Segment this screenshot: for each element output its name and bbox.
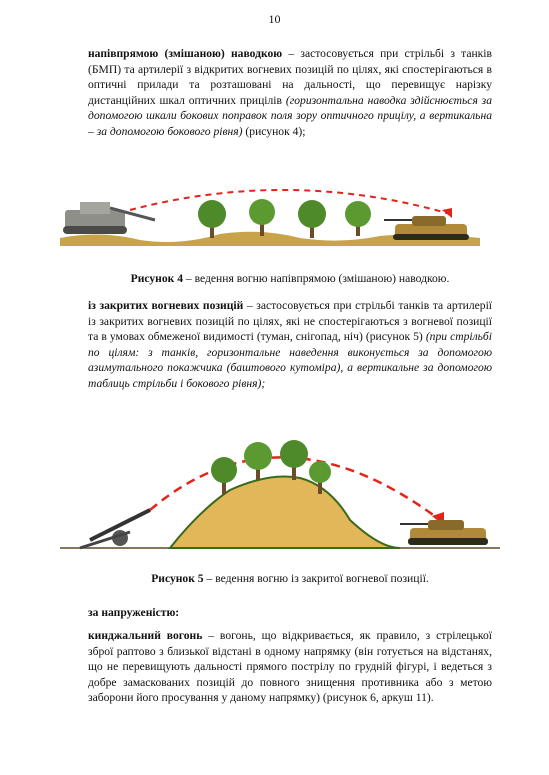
tree-icon [198, 200, 226, 238]
tree-icon [280, 440, 308, 480]
paragraph-semi-direct-fire [88, 46, 492, 140]
tree-icon [244, 442, 272, 480]
page-number: 10 [268, 12, 281, 26]
caption-text: – ведення вогню напівпрямою (змішаною) наводкою. [183, 272, 450, 285]
caption-label: Рисунок 4 [130, 272, 184, 285]
tree-icon [345, 201, 371, 236]
term-dagger-fire: кинджальний вогонь [88, 629, 203, 642]
figure-4-caption [88, 272, 492, 285]
paragraph-closed-position-fire [88, 298, 492, 392]
trajectory-line [130, 190, 450, 214]
figure-5-illustration [60, 420, 500, 560]
caption-text: – ведення вогню із закритої вогневої позиції. [203, 572, 429, 585]
enemy-tank-icon [384, 216, 469, 240]
figure-4-illustration [60, 180, 480, 260]
hill [170, 477, 400, 549]
term-semi-direct: напівпрямою (змішаною) наводкою [88, 47, 283, 60]
paragraph-italic: (горизонтальна наводка здійснюється за допомогою шкали бокових поправок поля зору оптичного прицілу, а вертикальна – за допомогою бокового рівня) [88, 93, 492, 138]
paragraph-text: – вогонь, що відкривається, як правило, з стрілецької зброї раптово з близької відстані в одному напрямку (він готується на відстанях, що не перевищують дальності прямого пострілу по грудній фігурі, і ведеться з добре замаскованих позицій до повного знищення противника або з метою заборони його просування у даному напрямку) (рисунок 6, аркуш 11). [88, 629, 492, 705]
enemy-tank-icon [400, 520, 488, 545]
paragraph-text: – застосовується при стрільбі танків та артилерії із закритих вогневих позицій по цілях, які не спостерігаються з вогневої позиції та в умовах обмеженої видимості (туман, снігопад, ніч) (рисунок 5) [88, 299, 493, 344]
caption-label: Рисунок 5 [151, 572, 204, 585]
tree-icon [298, 200, 326, 238]
paragraph-italic: (при стрільбі по цілям: з танків, горизонтальне наведення виконується за допомогою азимутального покажчика (баштового кутоміра), а вертикальне за допомогою таблиць стрільби і бокового рівня); [88, 330, 492, 390]
howitzer-icon [80, 510, 150, 548]
figure-5-caption [88, 572, 492, 585]
paragraph-tail: (рисунок 4); [242, 124, 306, 138]
paragraph-dagger-fire [88, 628, 492, 706]
paragraph-text: – застосовується при стрільбі з танків (БМП) та артилерії з відкритих вогневих позицій по цілях, які спостерігаються в оптичні прилади та розташовані на дальності, що перевищує нарізку дистанційних шкал оптичних прицілів [88, 47, 492, 107]
tree-icon [249, 199, 275, 236]
section-heading: за напруженістю: [88, 606, 180, 619]
term-closed-positions: із закритих вогневих позицій [88, 299, 244, 312]
